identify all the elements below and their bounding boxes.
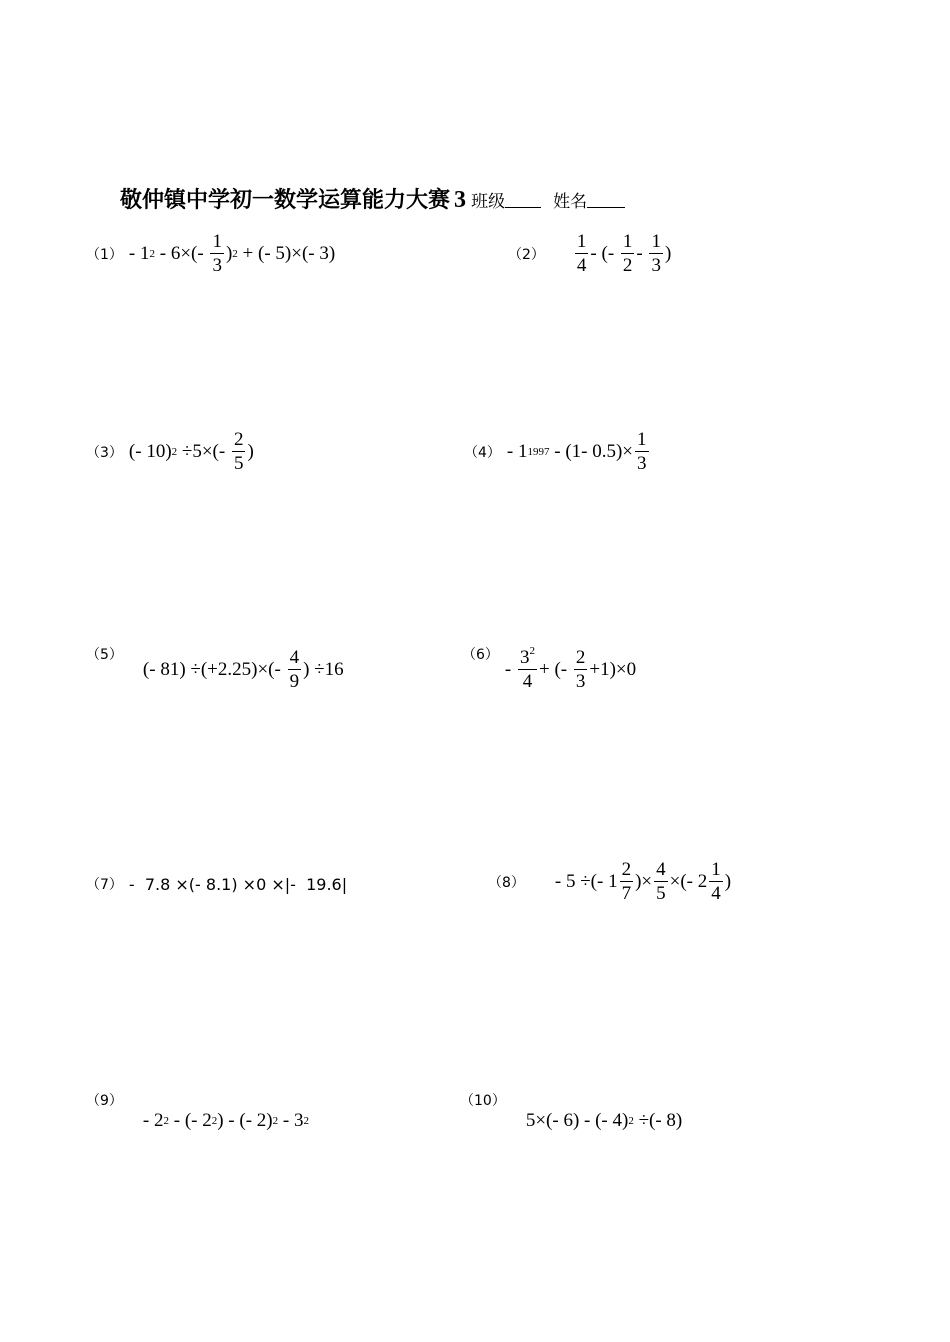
problem-expression: 5×(- 6) - (- 4) 2 ÷(- 8) [525,1110,683,1131]
problem-number: （8） [488,874,525,891]
problem-2 [508,232,671,275]
problem-8 [488,860,731,903]
worksheet-title [120,182,625,220]
problem-number: （2） [508,246,545,263]
problem-number: （9） [86,1093,123,1109]
problem-expression: (- 81) ÷(+2.25)×(- $\frac{4}{9}$ ) ÷16 [142,647,344,692]
problem-expression: - $\frac{3^2}{4}$ + (- $\frac{2}{3}$ +1)×0 [504,645,637,692]
problem-5 [86,648,344,691]
problem-expression: - 1 1997 - (1- 0.5)× $\frac{1}{3}$ [506,429,647,474]
problem-number: （1） [86,246,123,263]
problem-number: （3） [86,444,123,461]
class-label: 班级 [471,192,506,212]
title-number: 3 [454,187,467,213]
problem-4 [464,430,651,473]
problem-number: （10） [460,1093,506,1109]
problem-expression: (- 10) 2 ÷5×(- $\frac{2}{5}$ ) [128,429,254,474]
problem-number: （6） [462,647,499,663]
problem-expression: - 5 ÷(- 1 $\frac{2}{7}$ )× $\frac{4}{5}$ ×(- 2 $\frac{1}{4}$ ) [554,859,732,904]
problem-number: （5） [86,647,123,663]
problem-number: （4） [464,444,501,461]
problem-expression: - 7.8 ×(- 8.1) ×0 ×|- 19.6| [128,874,348,894]
problem-9 [86,1094,309,1132]
class-blank [505,191,541,208]
title-text: 敬仲镇中学初一数学运算能力大赛 [120,188,451,213]
name-label: 姓名 [553,192,588,212]
problem-expression: - 2 2 - (- 2 2 ) - (- 2) 2 - 3 2 [142,1110,309,1131]
problem-6 [462,645,637,692]
problem-expression: $\frac{1}{4}$ - (- $\frac{1}{2}$ - $\frac{1}{3}$ ) [576,231,672,276]
problem-10 [460,1094,682,1132]
problem-expression: - 1 2 - 6×(- $\frac{1}{3}$ ) 2 + (- 5)×(- 3) [128,231,336,276]
problem-number: （7） [86,877,123,893]
name-blank [587,191,625,208]
problem-7 [86,874,347,894]
problem-3 [86,430,254,473]
problem-1 [86,232,335,275]
